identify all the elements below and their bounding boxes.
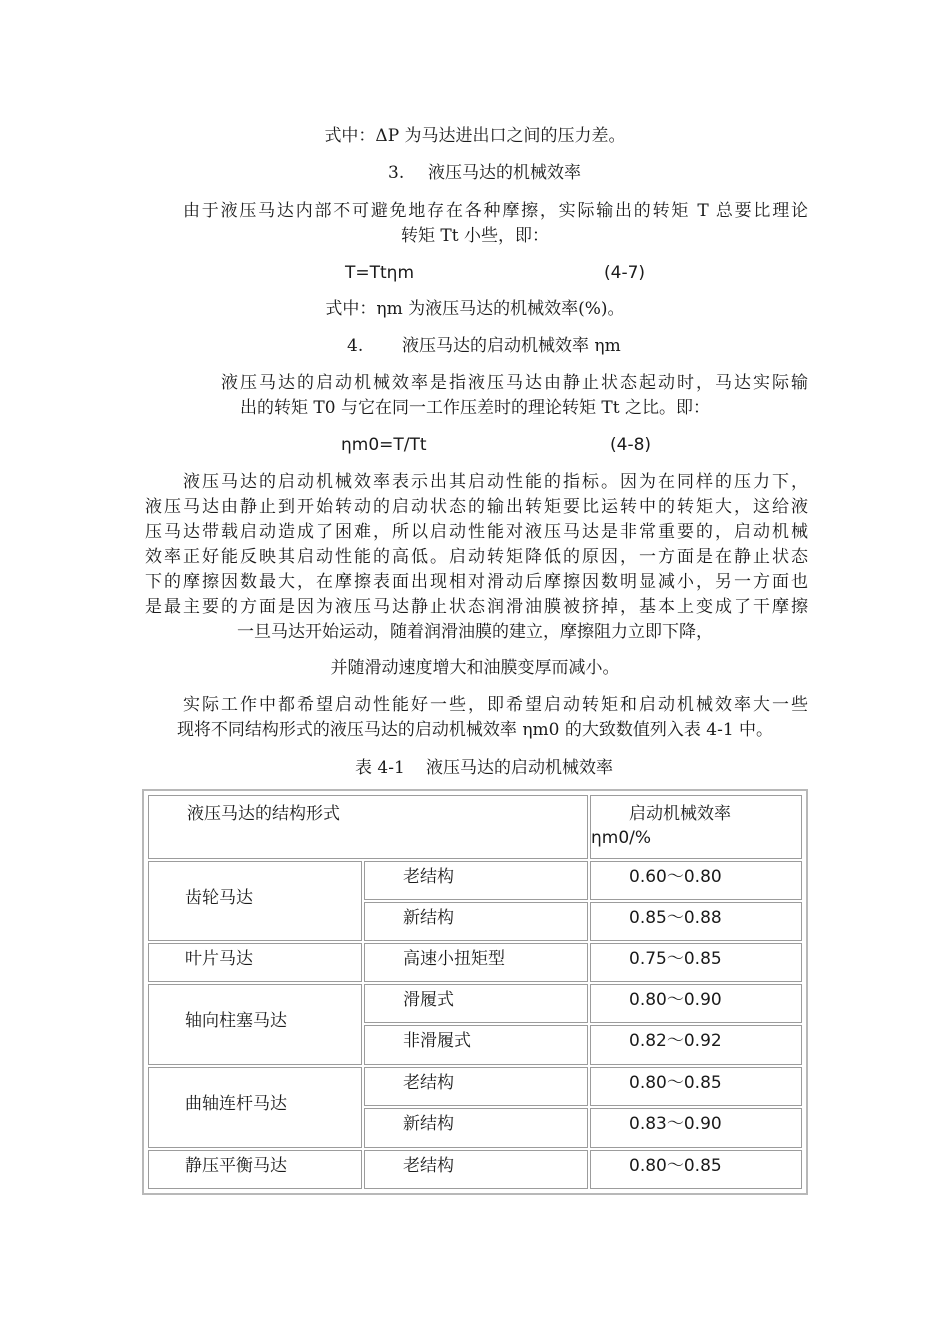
table-sub-label: 新结构: [403, 1114, 454, 1134]
table-header-label: 启动机械效率: [629, 804, 731, 824]
efficiency-table: [142, 789, 808, 1195]
table-sub-label: 老结构: [403, 1073, 454, 1093]
table-cell: [590, 861, 802, 900]
paragraph-line: 现将不同结构形式的液压马达的启动机械效率 ηm0 的大致数值列入表 4-1 中。: [176, 720, 774, 740]
table-group-label: 静压平衡马达: [185, 1156, 287, 1176]
table-group-cell: [148, 984, 362, 1065]
table-cell: [364, 902, 588, 941]
table-value: 0.60～0.80: [629, 867, 722, 887]
equation: ηm0=T/Tt: [341, 435, 427, 455]
table-caption: 液压马达的启动机械效率: [426, 758, 613, 778]
table-cell: [364, 1025, 588, 1065]
equation: T=Ttηm: [345, 263, 415, 283]
table-cell: [364, 861, 588, 900]
table-cell: [364, 943, 588, 982]
table-sub-label: 老结构: [403, 1156, 454, 1176]
text-line: 式中：ΔP 为马达进出口之间的压力差。: [324, 126, 626, 146]
table-group-label: 齿轮马达: [185, 888, 253, 908]
table-value: 0.80～0.85: [629, 1073, 722, 1093]
table-group-cell: [148, 943, 362, 982]
table-value: 0.82～0.92: [629, 1031, 722, 1051]
table-cell: [590, 1108, 802, 1148]
table-caption-number: 表 4-1: [355, 758, 405, 778]
table-group-label: 曲轴连杆马达: [185, 1094, 287, 1114]
table-header-label: ηm0/%: [591, 828, 652, 848]
section-number: 4.: [347, 336, 364, 356]
section-heading: 液压马达的机械效率: [428, 163, 581, 183]
paragraph-line: 液压马达的启动机械效率是指液压马达由静止状态起动时，马达实际输: [221, 373, 808, 393]
table-value: 0.75～0.85: [629, 949, 722, 969]
table-cell: [364, 984, 588, 1023]
table-group-cell: [148, 861, 362, 941]
table-group-label: 叶片马达: [185, 949, 253, 969]
section-number: 3.: [388, 163, 405, 183]
table-cell: [590, 1067, 802, 1106]
table-cell: [590, 943, 802, 982]
table-cell: [590, 1150, 802, 1189]
paragraph-line: 转矩 Tt 小些，即：: [401, 226, 549, 246]
table-cell: [364, 1108, 588, 1148]
table-value: 0.85～0.88: [629, 908, 722, 928]
paragraph-line: 下的摩擦因数最大，在摩擦表面出现相对滑动后摩擦因数明显减小，另一方面也: [145, 572, 808, 592]
equation-number: (4-8): [610, 435, 652, 455]
paragraph-line: 出的转矩 T0 与它在同一工作压差时的理论转矩 Tt 之比。即：: [240, 398, 710, 418]
paragraph-line: 效率正好能反映其启动性能的高低。启动转矩降低的原因，一方面是在静止状态: [145, 547, 808, 567]
table-sub-label: 滑履式: [403, 990, 454, 1010]
paragraph-line: 由于液压马达内部不可避免地存在各种摩擦，实际输出的转矩 T 总要比理论: [183, 201, 808, 221]
paragraph-line: 一旦马达开始运动，随着润滑油膜的建立，摩擦阻力立即下降，: [237, 622, 713, 642]
equation-number: (4-7): [604, 263, 646, 283]
table-sub-label: 高速小扭矩型: [403, 949, 505, 969]
section-heading: 液压马达的启动机械效率 ηm: [402, 336, 621, 356]
table-group-cell: [148, 1067, 362, 1148]
paragraph-line: 是最主要的方面是因为液压马达静止状态润滑油膜被挤掉，基本上变成了干摩擦: [145, 597, 808, 617]
table-group-cell: [148, 1150, 362, 1189]
table-cell: [590, 1025, 802, 1065]
table-sub-label: 非滑履式: [403, 1031, 471, 1051]
table-header-label: 液压马达的结构形式: [187, 804, 340, 824]
table-cell: [364, 1067, 588, 1106]
table-group-label: 轴向柱塞马达: [185, 1011, 287, 1031]
table-value: 0.80～0.90: [629, 990, 722, 1010]
table-header-cell: [148, 795, 588, 859]
text-line: 式中：ηm 为液压马达的机械效率(%)。: [325, 299, 625, 319]
table-sub-label: 新结构: [403, 908, 454, 928]
table-value: 0.80～0.85: [629, 1156, 722, 1176]
table-sub-label: 老结构: [403, 867, 454, 887]
table-cell: [364, 1150, 588, 1189]
paragraph-line: 实际工作中都希望启动性能好一些，即希望启动转矩和启动机械效率大一些: [183, 695, 808, 715]
paragraph-line: 液压马达由静止到开始转动的启动状态的输出转矩要比运转中的转矩大，这给液: [145, 497, 808, 517]
text-line: 并随滑动速度增大和油膜变厚而减小。: [330, 658, 620, 678]
paragraph-line: 液压马达的启动机械效率表示出其启动性能的指标。因为在同样的压力下，: [183, 472, 808, 492]
table-value: 0.83～0.90: [629, 1114, 722, 1134]
paragraph-line: 压马达带载启动造成了困难，所以启动性能对液压马达是非常重要的，启动机械: [145, 522, 808, 542]
table-header-cell: [590, 795, 802, 859]
table-cell: [590, 902, 802, 941]
table-cell: [590, 984, 802, 1023]
